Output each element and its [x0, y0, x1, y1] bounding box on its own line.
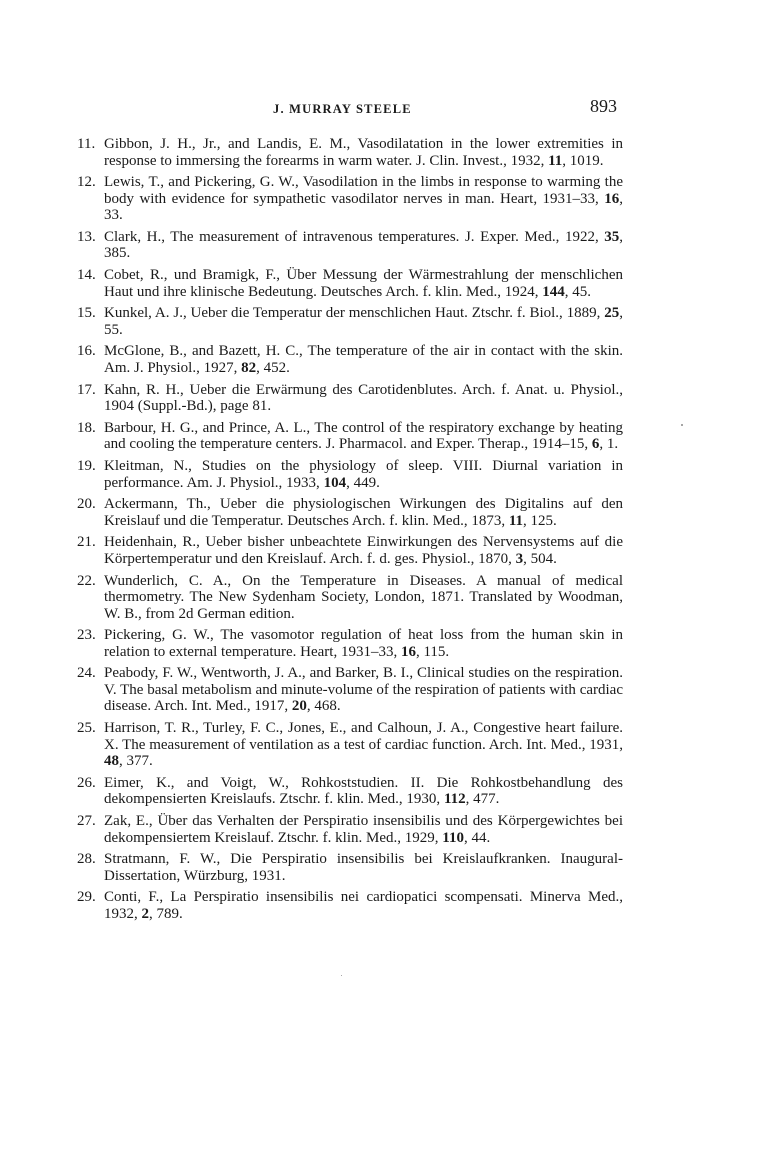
reference-number: 14. [77, 267, 96, 284]
reference-number: 22. [77, 572, 96, 589]
volume-number: 2 [141, 905, 149, 922]
reference-item [77, 305, 623, 338]
reference-number: 18. [77, 419, 96, 436]
reference-number: 12. [77, 174, 96, 191]
volume-number: 25 [604, 305, 620, 322]
reference-item [77, 534, 623, 567]
reference-number: 20. [77, 496, 96, 513]
running-head: J. MURRAY STEELE [273, 102, 412, 116]
reference-item [77, 458, 623, 491]
volume-number: 16 [400, 643, 416, 660]
reference-item [77, 229, 623, 262]
volume-number: 110 [442, 829, 464, 846]
reference-item [77, 496, 623, 529]
reference-item [77, 851, 623, 884]
reference-item [77, 813, 623, 846]
reference-number: 11. [77, 136, 96, 152]
volume-number: 104 [323, 474, 347, 491]
volume-number: 144 [542, 283, 565, 300]
reference-number: 29. [77, 889, 96, 906]
reference-text: Eimer, K., and Voigt, W., Rohkoststudien. II. Die Rohkostbehandlung des dekompensierten Kreislaufs. Ztschr. f. klin. Med., 1930, 112, 477. [104, 774, 623, 808]
reference-item [77, 382, 623, 415]
reference-text: Conti, F., La Perspiratio insensibilis nei cardiopatici scompensati. Minerva Med., 1932, 2, 789. [104, 889, 623, 922]
reference-list [77, 136, 623, 928]
reference-text: Cobet, R., und Bramigk, F., Über Messung der Wärmestrahlung der menschlichen Haut und ihre klinische Bedeutung. Deutsches Arch. f. klin. Med., 1924, 144, 45. [104, 267, 623, 300]
reference-number: 13. [77, 228, 96, 245]
reference-text: Kunkel, A. J., Ueber die Temperatur der menschlichen Haut. Ztschr. f. Biol., 1889, 25, 55. [104, 305, 623, 338]
reference-text: Zak, E., Über das Verhalten der Perspiratio insensibilis und des Körpergewichtes bei dekompensiertem Kreislauf. Ztschr. f. klin. Med., 1929, 110, 44. [104, 813, 623, 846]
volume-number: 3 [515, 550, 524, 567]
volume-number: 48 [104, 753, 119, 770]
reference-number: 15. [77, 305, 96, 322]
reference-number: 26. [77, 774, 96, 791]
reference-number: 25. [77, 720, 96, 737]
reference-item [77, 720, 623, 770]
reference-number: 21. [77, 534, 96, 551]
reference-number: 24. [77, 665, 96, 682]
volume-number: 16 [604, 190, 620, 207]
scan-speck [341, 975, 342, 976]
reference-text: McGlone, B., and Bazett, H. C., The temperature of the air in contact with the skin. Am. J. Physiol., 1927, 82, 452. [104, 343, 623, 376]
reference-text: Pickering, G. W., The vasomotor regulation of heat loss from the human skin in relation to external temperature. Heart, 1931–33, 16, 115. [104, 627, 623, 660]
reference-text: Lewis, T., and Pickering, G. W., Vasodilation in the limbs in response to warming the body with evidence for sympathetic vasodilator nerves in man. Heart, 1931–33, 16, 33. [104, 174, 623, 224]
volume-number: 20 [291, 698, 307, 715]
reference-item [77, 420, 623, 453]
reference-text: Kleitman, N., Studies on the physiology of sleep. VIII. Diurnal variation in performance. Am. J. Physiol., 1933, 104, 449. [104, 458, 623, 491]
reference-text: Clark, H., The measurement of intravenous temperatures. J. Exper. Med., 1922, 35, 385. [104, 228, 623, 262]
reference-text: Kahn, R. H., Ueber die Erwärmung des Carotidenblutes. Arch. f. Anat. u. Physiol., 1904 (Suppl.-Bd.), page 81. [104, 381, 623, 415]
reference-text: Gibbon, J. H., Jr., and Landis, E. M., Vasodilatation in the lower extremities in response to immersing the forearms in warm water. J. Clin. Invest., 1932, 11, 1019. [104, 136, 623, 169]
reference-item [77, 136, 623, 169]
volume-number: 11 [548, 152, 563, 169]
reference-text: Peabody, F. W., Wentworth, J. A., and Barker, B. I., Clinical studies on the respiration. V. The basal metabolism and minute-volume of the respiration of patients with cardiac disease. Arch. Int. Med., 1917, 20, 468. [104, 665, 623, 715]
reference-text: Wunderlich, C. A., On the Temperature in Diseases. A manual of medical thermometry. The New Sydenham Society, London, 1871. Translated by Woodman, W. B., from 2d German edition. [104, 572, 623, 622]
reference-number: 17. [77, 381, 96, 398]
reference-number: 23. [77, 627, 96, 644]
reference-item [77, 665, 623, 715]
reference-number: 19. [77, 458, 96, 474]
reference-item [77, 573, 623, 623]
reference-number: 28. [77, 851, 96, 868]
volume-number: 11 [508, 512, 524, 529]
reference-item [77, 343, 623, 376]
reference-text: Harrison, T. R., Turley, F. C., Jones, E., and Calhoun, J. A., Congestive heart failure. X. The measurement of ventilation as a test of cardiac function. Arch. Int. Med., 1931, 48, 377. [104, 720, 623, 770]
reference-number: 27. [77, 813, 96, 829]
reference-text: Ackermann, Th., Ueber die physiologischen Wirkungen des Digitalins auf den Kreislauf und die Temperatur. Deutsches Arch. f. klin. Med., 1873, 11, 125. [104, 496, 623, 529]
page-number: 893 [590, 96, 617, 116]
reference-text: Stratmann, F. W., Die Perspiratio insensibilis bei Kreislaufkranken. Inaugural-Dissertation, Würzburg, 1931. [104, 851, 623, 884]
volume-number: 112 [443, 791, 466, 808]
reference-number: 16. [77, 343, 96, 360]
volume-number: 82 [241, 359, 257, 376]
volume-number: 6 [591, 436, 600, 453]
reference-item [77, 267, 623, 300]
scan-speck [681, 424, 683, 426]
reference-item [77, 174, 623, 224]
volume-number: 35 [604, 228, 620, 245]
reference-text: Barbour, H. G., and Prince, A. L., The control of the respiratory exchange by heating and cooling the temperature centers. J. Pharmacol. and Exper. Therap., 1914–15, 6, 1. [104, 419, 623, 453]
reference-item [77, 627, 623, 660]
reference-item [77, 775, 623, 808]
reference-item [77, 889, 623, 922]
reference-text: Heidenhain, R., Ueber bisher unbeachtete Einwirkungen des Nervensystems auf die Körpertemperatur und den Kreislauf. Arch. f. d. ges. Physiol., 1870, 3, 504. [104, 534, 623, 567]
